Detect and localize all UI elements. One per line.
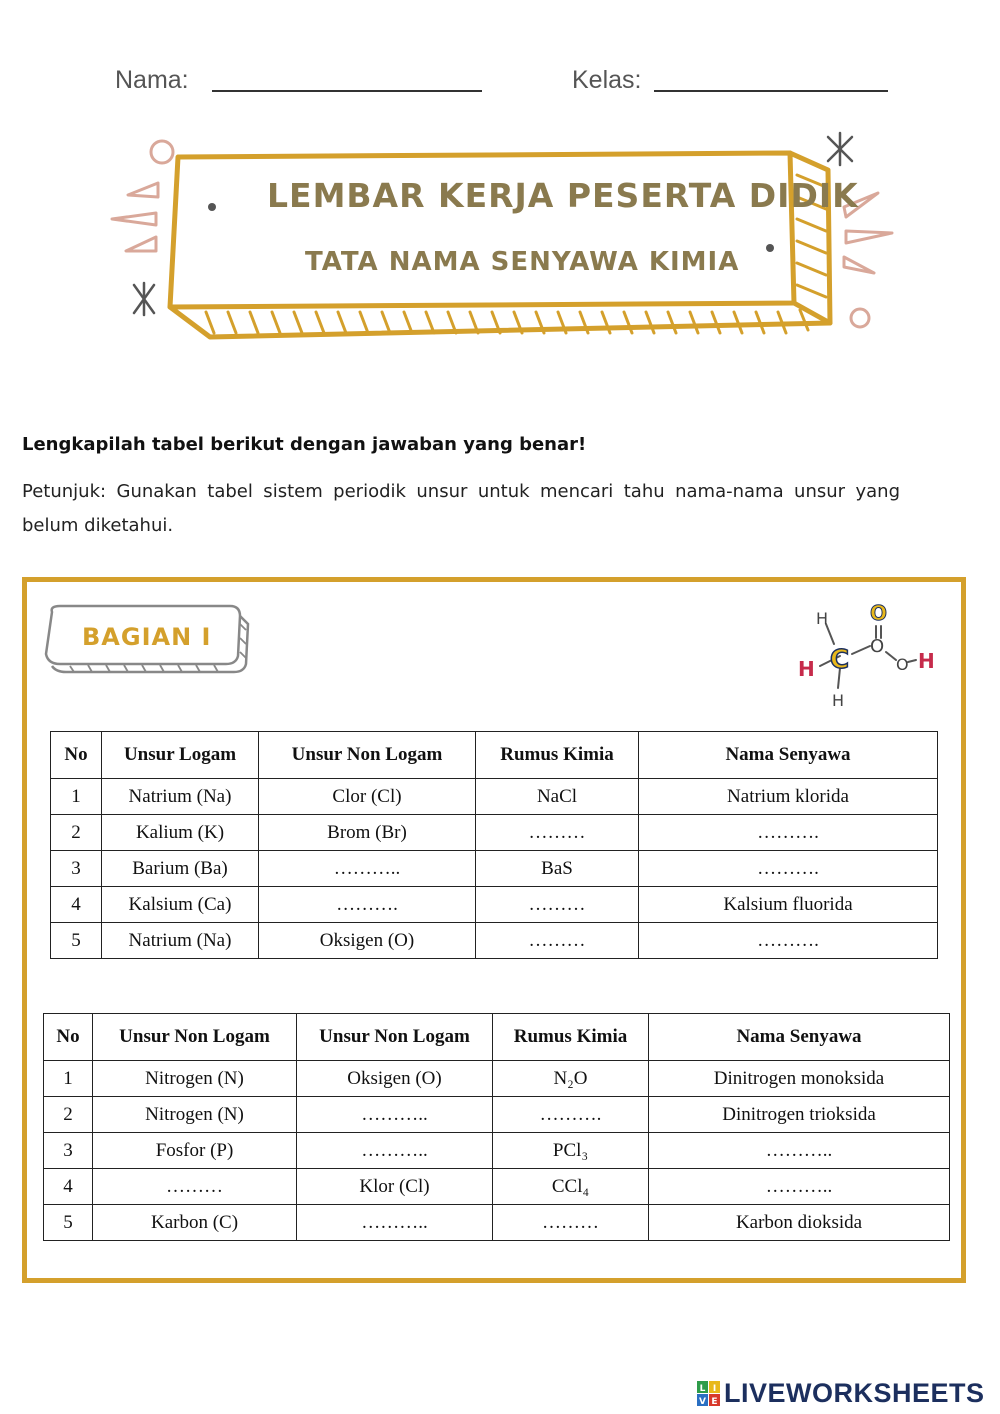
name-label: Nama: [115, 66, 189, 94]
molecule-atom: C [830, 645, 850, 675]
answer-field[interactable]: ……….. [297, 1205, 493, 1241]
answer-field[interactable]: ………. [639, 923, 938, 959]
name-field[interactable] [212, 90, 482, 92]
cell-no: 1 [44, 1061, 93, 1097]
cell-no: 4 [51, 887, 102, 923]
cell-formula: N₂O [493, 1061, 649, 1097]
answer-field[interactable]: ………. [639, 851, 938, 887]
molecule-atom: H [832, 691, 845, 710]
molecule-atom: O [870, 636, 885, 657]
answer-field[interactable]: ………. [259, 887, 476, 923]
cell-metal: Natrium (Na) [102, 779, 259, 815]
cell-formula: PCl₃ [493, 1133, 649, 1169]
logo-letter: V [699, 1396, 706, 1407]
table-row [44, 1205, 950, 1241]
class-field[interactable] [654, 90, 888, 92]
logo-letter: L [699, 1383, 706, 1394]
table-row [44, 1097, 950, 1133]
cell-compound-name: Karbon dioksida [649, 1205, 950, 1241]
answer-field[interactable]: ……… [93, 1169, 297, 1205]
banner-subtitle: TATA NAMA SENYAWA KIMIA [305, 247, 740, 277]
cell-no: 3 [44, 1133, 93, 1169]
cell-nonmetal-2: Klor (Cl) [297, 1169, 493, 1205]
col-metal: Unsur Logam [102, 732, 259, 779]
table-row [51, 815, 938, 851]
table-row [51, 923, 938, 959]
col-nonmetal-1: Unsur Non Logam [93, 1014, 297, 1061]
cell-no: 2 [44, 1097, 93, 1133]
answer-field[interactable]: ……….. [259, 851, 476, 887]
cell-nonmetal-1: Nitrogen (N) [93, 1061, 297, 1097]
answer-field[interactable]: ………. [639, 815, 938, 851]
cell-nonmetal-1: Fosfor (P) [93, 1133, 297, 1169]
answer-field[interactable]: ……….. [297, 1097, 493, 1133]
col-compound-name: Nama Senyawa [639, 732, 938, 779]
table-row [44, 1133, 950, 1169]
class-label: Kelas: [572, 66, 642, 94]
answer-field[interactable]: ……….. [649, 1169, 950, 1205]
cell-compound-name: Dinitrogen monoksida [649, 1061, 950, 1097]
answer-field[interactable]: ……… [493, 1205, 649, 1241]
col-no: No [44, 1014, 93, 1061]
table-header-row [51, 732, 938, 779]
cell-compound-name: Dinitrogen trioksida [649, 1097, 950, 1133]
banner-title: LEMBAR KERJA PESERTA DIDIK [267, 176, 859, 215]
col-formula: Rumus Kimia [493, 1014, 649, 1061]
answer-field[interactable]: ……….. [297, 1133, 493, 1169]
table-row [44, 1169, 950, 1205]
cell-no: 5 [44, 1205, 93, 1241]
molecule-atom: H [918, 649, 935, 673]
section-label: BAGIAN I [82, 623, 212, 651]
table-row [51, 887, 938, 923]
logo-letter: E [711, 1396, 718, 1407]
cell-compound-name: Kalsium fluorida [639, 887, 938, 923]
cell-metal: Kalium (K) [102, 815, 259, 851]
cell-metal: Natrium (Na) [102, 923, 259, 959]
cell-formula: BaS [476, 851, 639, 887]
answer-field[interactable]: ……… [476, 887, 639, 923]
cell-nonmetal-1: Nitrogen (N) [93, 1097, 297, 1133]
molecule-atom: O [896, 655, 909, 674]
molecule-atom: O [870, 601, 888, 625]
col-nonmetal-2: Unsur Non Logam [297, 1014, 493, 1061]
cell-formula: NaCl [476, 779, 639, 815]
cell-nonmetal: Brom (Br) [259, 815, 476, 851]
cell-no: 4 [44, 1169, 93, 1205]
cell-nonmetal: Clor (Cl) [259, 779, 476, 815]
table-nonmetal-nonmetal [43, 1013, 950, 1241]
col-no: No [51, 732, 102, 779]
molecule-atom: H [798, 657, 815, 681]
cell-formula: CCl₄ [493, 1169, 649, 1205]
title-banner [100, 125, 900, 355]
molecule-atom: H [816, 609, 829, 628]
liveworksheets-logo-icon [697, 1381, 721, 1407]
cell-nonmetal-1: Karbon (C) [93, 1205, 297, 1241]
instruction-text: Lengkapilah tabel berikut dengan jawaban yang benar! [22, 434, 587, 455]
molecule-illustration [790, 596, 950, 716]
cell-nonmetal-2: Oksigen (O) [297, 1061, 493, 1097]
answer-field[interactable]: ……….. [649, 1133, 950, 1169]
cell-no: 1 [51, 779, 102, 815]
table-row [51, 779, 938, 815]
cell-compound-name: Natrium klorida [639, 779, 938, 815]
hint-text: Petunjuk: Gunakan tabel sistem periodik unsur untuk mencari tahu nama-nama unsur yang belum diketahui. [22, 481, 900, 536]
col-formula: Rumus Kimia [476, 732, 639, 779]
table-row [44, 1061, 950, 1097]
cell-no: 3 [51, 851, 102, 887]
answer-field[interactable]: ………. [493, 1097, 649, 1133]
cell-no: 2 [51, 815, 102, 851]
table-row [51, 851, 938, 887]
brand-name: LIVEWORKSHEETS [724, 1378, 985, 1408]
col-compound-name: Nama Senyawa [649, 1014, 950, 1061]
cell-metal: Kalsium (Ca) [102, 887, 259, 923]
table-metal-nonmetal [50, 731, 938, 959]
liveworksheets-logo[interactable] [697, 1378, 985, 1409]
answer-field[interactable]: ……… [476, 923, 639, 959]
cell-metal: Barium (Ba) [102, 851, 259, 887]
col-nonmetal: Unsur Non Logam [259, 732, 476, 779]
cell-nonmetal: Oksigen (O) [259, 923, 476, 959]
cell-no: 5 [51, 923, 102, 959]
answer-field[interactable]: ……… [476, 815, 639, 851]
table-header-row [44, 1014, 950, 1061]
logo-letter: I [712, 1383, 717, 1394]
